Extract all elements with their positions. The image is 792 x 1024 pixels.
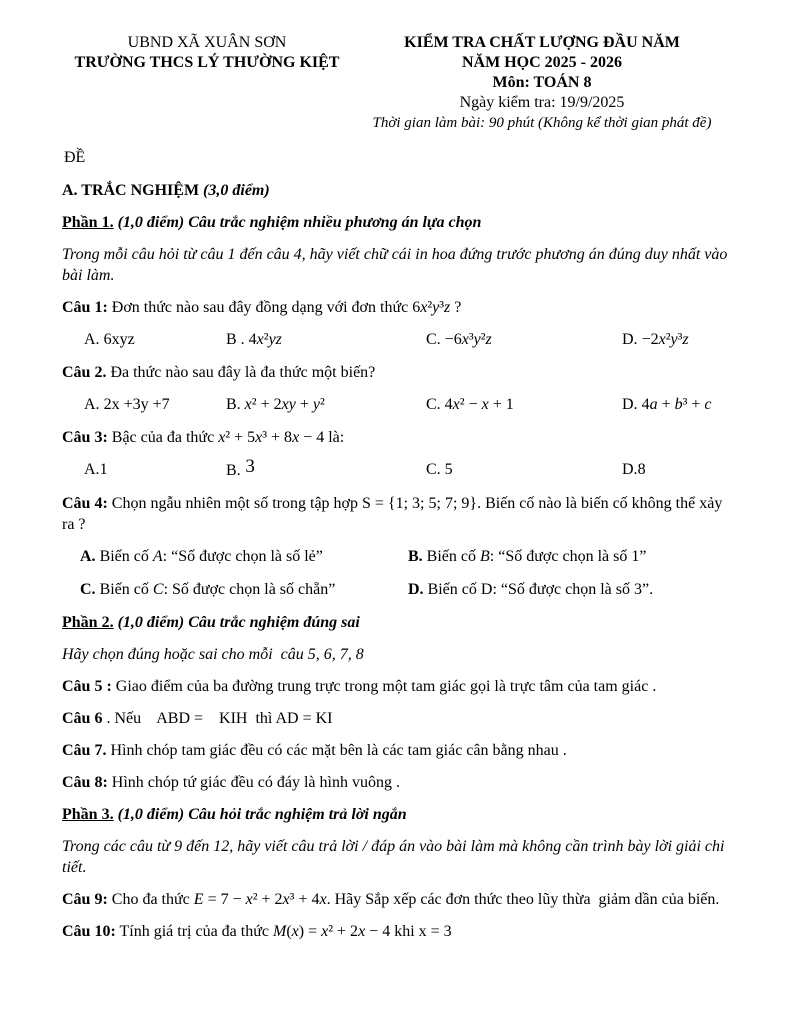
question-1-options [62, 329, 732, 350]
exam-header [62, 33, 732, 133]
option-key: D. [408, 581, 424, 598]
part2-heading [62, 612, 732, 633]
question-1 [62, 297, 732, 318]
header-right-block [352, 33, 732, 133]
question-10-post: khi x = 3 [390, 923, 452, 940]
option-key: C. [426, 461, 441, 478]
event-name: C [152, 581, 164, 598]
section-a-title: A. TRẮC NGHIỆM [62, 182, 200, 199]
question-3-option-a [84, 459, 226, 481]
header-left-block [62, 33, 352, 73]
exam-date: Ngày kiểm tra: 19/9/2025 [459, 94, 625, 111]
event-name: A [152, 548, 163, 565]
part3-label: Phần 3. [62, 806, 114, 823]
question-6-text: . Nếu ABD = KIH thì AD = KI [102, 710, 333, 727]
part3-instruction: Trong các câu từ 9 đến 12, hãy viết câu trả lời / đáp án vào bài làm mà không cần trình bày lời giải chi tiết. [62, 838, 725, 876]
question-10-math: M(x) = x² + 2x − 4 [273, 923, 391, 940]
question-10 [62, 921, 732, 942]
option-value: 5 [440, 461, 453, 478]
question-2-label: Câu 2. [62, 364, 107, 381]
question-3-option-c [426, 459, 622, 481]
option-key: B. [408, 548, 423, 565]
question-3 [62, 427, 732, 448]
option-key: C. [426, 331, 441, 348]
option-key: C. [426, 396, 441, 413]
question-4-option-b [408, 546, 732, 567]
option-rest: : “Số được chọn là số 3”. [492, 581, 654, 598]
question-5-text: Giao điểm của ba đường trung trực trong một tam giác gọi là trực tâm của tam giác . [111, 678, 657, 695]
question-10-pre: Tính giá trị của đa thức [115, 923, 273, 940]
event-name: D [480, 581, 493, 598]
question-3-option-b [226, 456, 426, 481]
question-4-option-a [80, 546, 408, 567]
option-key: C. [80, 581, 96, 598]
option-key: D. [622, 396, 638, 413]
question-9-pre: Cho đa thức [107, 891, 194, 908]
question-1-label: Câu 1: [62, 299, 108, 316]
part2-label: Phần 2. [62, 614, 114, 631]
option-value: 4x²yz [244, 331, 282, 348]
option-pre: Biến cố [422, 548, 480, 565]
option-value: 3 [240, 456, 255, 477]
question-2 [62, 362, 732, 383]
question-2-option-b [226, 394, 426, 415]
option-value: 6xyz [99, 331, 135, 348]
option-value: 1 [99, 461, 108, 478]
question-2-option-c [426, 394, 622, 415]
question-9-math: E = 7 − x² + 2x³ + 4x [193, 891, 327, 908]
question-7-text: Hình chóp tam giác đều có các mặt bên là các tam giác cân bằng nhau . [106, 742, 567, 759]
question-3-math: x² + 5x³ + 8x − 4 [218, 429, 325, 446]
option-key: B. [226, 462, 241, 479]
option-pre: Biến cố [95, 581, 153, 598]
option-rest: : “Số được chọn là số lẻ” [162, 548, 323, 565]
question-4-option-d [408, 579, 732, 600]
part3-title: (1,0 điểm) Câu hỏi trắc nghiệm trả lời ngắn [113, 806, 407, 823]
option-value: 2x +3y +7 [99, 396, 170, 413]
part1-heading [62, 212, 732, 233]
question-9-label: Câu 9: [62, 891, 108, 908]
question-9 [62, 889, 732, 910]
option-value: 4x² − x + 1 [440, 396, 514, 413]
question-2-option-a [84, 394, 226, 415]
exam-title: KIỂM TRA CHẤT LƯỢNG ĐẦU NĂM [404, 34, 680, 51]
question-8 [62, 772, 732, 793]
question-2-options [62, 394, 732, 415]
question-10-label: Câu 10: [62, 923, 116, 940]
question-1-pre: Đơn thức nào sau đây đồng dạng với đơn thức [107, 299, 413, 316]
option-key: B. [226, 396, 241, 413]
option-value: x² + 2xy + y² [244, 396, 325, 413]
part3-heading [62, 804, 732, 825]
question-1-math: 6x²y³z [412, 299, 451, 316]
school-year: NĂM HỌC 2025 - 2026 [462, 54, 622, 71]
option-key: D. [622, 461, 638, 478]
option-pre: Biến cố [423, 581, 481, 598]
question-4-text: Chọn ngẫu nhiên một số trong tập hợp S = {1; 3; 5; 7; 9}. Biến cố nào là biến cố không thể xảy ra ? [62, 495, 723, 533]
question-1-post: ? [450, 299, 462, 316]
option-key: A. [84, 396, 100, 413]
question-5 [62, 676, 732, 697]
event-name: B [480, 548, 490, 565]
question-3-label: Câu 3: [62, 429, 108, 446]
section-a-heading [62, 180, 732, 201]
question-1-option-b [226, 329, 426, 350]
option-key: B . [226, 331, 245, 348]
option-pre: Biến cố [95, 548, 153, 565]
question-7-label: Câu 7. [62, 742, 107, 759]
issuing-authority: UBND XÃ XUÂN SƠN [127, 34, 287, 51]
question-6-label: Câu 6 [62, 710, 103, 727]
part1-label: Phần 1. [62, 214, 114, 231]
option-rest: : Số được chọn là số chẵn” [163, 581, 336, 598]
question-8-label: Câu 8: [62, 774, 108, 791]
part2-instruction: Hãy chọn đúng hoặc sai cho mỗi câu 5, 6, 7, 8 [62, 646, 364, 663]
part1-instruction: Trong mỗi câu hỏi từ câu 1 đến câu 4, hãy viết chữ cái in hoa đứng trước phương án đúng duy nhất vào bài làm. [62, 246, 728, 284]
exam-code-label: ĐỀ [64, 149, 86, 166]
question-3-option-d [622, 459, 732, 481]
option-key: A. [84, 461, 100, 478]
question-3-pre: Bậc của đa thức [107, 429, 219, 446]
part1-title: (1,0 điểm) Câu trắc nghiệm nhiều phương án lựa chọn [113, 214, 482, 231]
option-key: A. [80, 548, 96, 565]
subject: Môn: TOÁN 8 [492, 74, 592, 91]
section-a-points: (3,0 điểm) [199, 182, 270, 199]
option-key: A. [84, 331, 100, 348]
question-7 [62, 740, 732, 761]
question-5-label: Câu 5 : [62, 678, 112, 695]
option-key: D. [622, 331, 638, 348]
question-1-option-d [622, 329, 732, 350]
question-3-post: là: [324, 429, 345, 446]
question-4-option-c [80, 579, 408, 600]
question-1-option-c [426, 329, 622, 350]
question-9-post: . Hãy Sắp xếp các đơn thức theo lũy thừa giảm dần của biến. [326, 891, 720, 908]
question-4-options [62, 546, 732, 600]
question-6 [62, 708, 732, 729]
question-4 [62, 493, 732, 535]
option-rest: : “Số được chọn là số 1” [489, 548, 647, 565]
option-value: 4a + b³ + c [637, 396, 712, 413]
question-4-label: Câu 4: [62, 495, 108, 512]
part2-title: (1,0 điểm) Câu trắc nghiệm đúng sai [113, 614, 360, 631]
question-2-text: Đa thức nào sau đây là đa thức một biến? [106, 364, 376, 381]
question-3-options [62, 456, 732, 481]
option-value: −2x²y³z [637, 331, 689, 348]
question-8-text: Hình chóp tứ giác đều có đáy là hình vuông . [107, 774, 400, 791]
option-value: 8 [637, 461, 646, 478]
question-2-option-d [622, 394, 732, 415]
exam-duration: Thời gian làm bài: 90 phút (Không kể thời gian phát đề) [372, 115, 712, 131]
school-name: TRƯỜNG THCS LÝ THƯỜNG KIỆT [74, 54, 340, 71]
question-1-option-a [84, 329, 226, 350]
option-value: −6x³y²z [440, 331, 492, 348]
